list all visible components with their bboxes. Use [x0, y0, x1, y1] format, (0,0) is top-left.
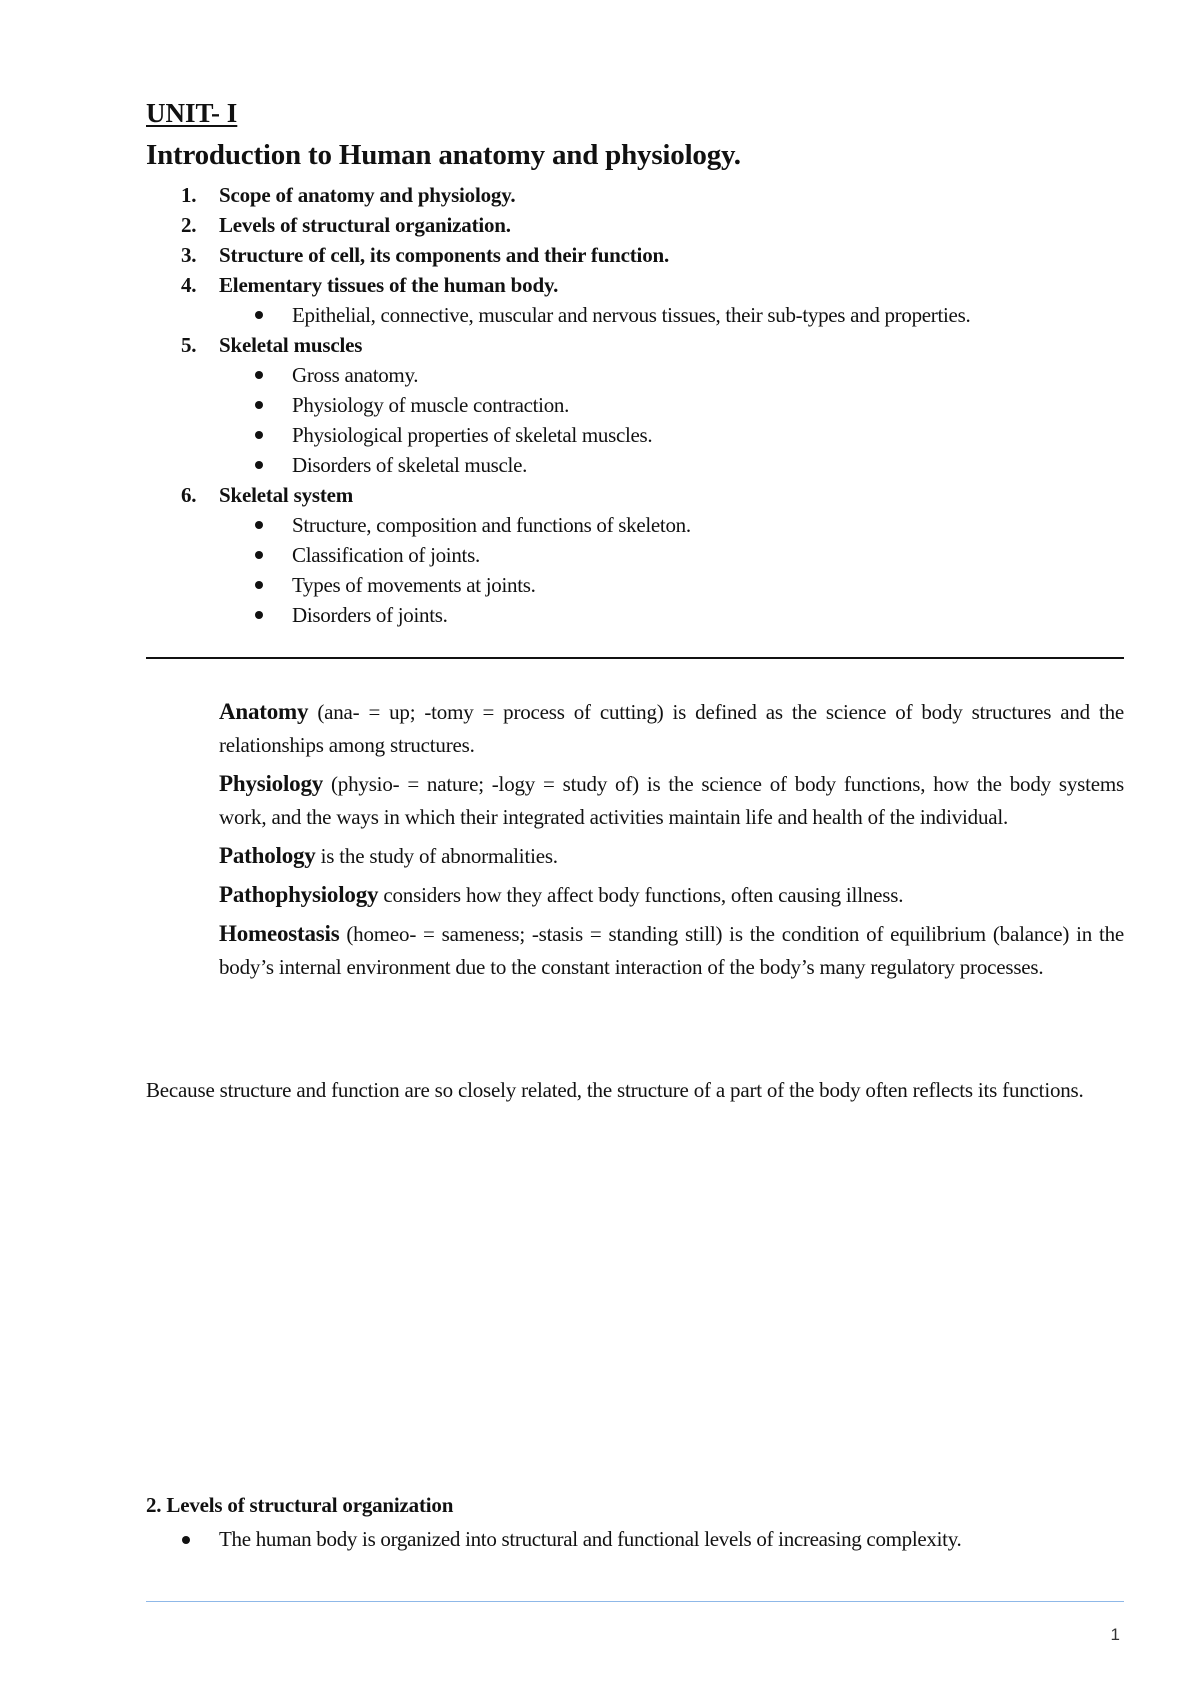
section-list	[146, 1523, 1126, 1556]
definition-term: Pathology	[219, 843, 316, 868]
bullet-icon	[255, 401, 263, 409]
outline-item	[146, 330, 1126, 360]
subitem-label: Gross anatomy.	[292, 363, 419, 387]
subitem-label: Epithelial, connective, muscular and nervous tissues, their sub-types and properties.	[292, 303, 971, 327]
outline-label: Levels of structural organization.	[219, 213, 511, 237]
definitions	[219, 695, 1124, 989]
outline-subitem	[146, 540, 1126, 570]
definition-text: (ana- = up; -tomy = process of cutting) is defined as the science of body structures and the relationships among structures.	[219, 700, 1124, 757]
outline-subitem	[146, 510, 1126, 540]
definition-text: is the study of abnormalities.	[315, 844, 558, 868]
list-item	[146, 1523, 1126, 1556]
list-item-text: The human body is organized into structural and functional levels of increasing complexity.	[219, 1527, 962, 1551]
footer-divider	[146, 1601, 1124, 1602]
subitem-label: Classification of joints.	[292, 543, 480, 567]
section-heading: 2. Levels of structural organization	[146, 1493, 454, 1517]
definition-text: (physio- = nature; -logy = study of) is the science of body functions, how the body systems work, and the ways in which their integrated activities maintain life and health of the individual.	[219, 772, 1124, 829]
outline-item	[146, 270, 1126, 300]
bullet-icon	[255, 371, 263, 379]
bullet-icon	[255, 431, 263, 439]
outline-number: 6.	[181, 483, 197, 507]
definition-pathophysiology	[219, 878, 1124, 912]
main-title: Introduction to Human anatomy and physiology.	[146, 139, 741, 171]
section-divider	[146, 657, 1124, 659]
bullet-icon	[255, 581, 263, 589]
unit-title: UNIT- I	[146, 98, 238, 128]
outline-subitem	[146, 570, 1126, 600]
subitem-label: Structure, composition and functions of skeleton.	[292, 513, 691, 537]
definition-text: (homeo- = sameness; -stasis = standing still) is the condition of equilibrium (balance) in the body’s internal environment due to the constant interaction of the body’s many regulatory processes.	[219, 922, 1124, 979]
outline-item	[146, 240, 1126, 270]
outline-subitem	[146, 420, 1126, 450]
outline-label: Skeletal muscles	[219, 333, 363, 357]
bullet-icon	[255, 311, 263, 319]
subitem-label: Disorders of skeletal muscle.	[292, 453, 528, 477]
outline-item	[146, 180, 1126, 210]
outline-number: 1.	[181, 183, 197, 207]
definition-physiology	[219, 767, 1124, 834]
outline-item	[146, 480, 1126, 510]
bullet-icon	[182, 1536, 190, 1544]
outline-number: 4.	[181, 273, 197, 297]
definition-term: Homeostasis	[219, 921, 340, 946]
subitem-label: Disorders of joints.	[292, 603, 448, 627]
outline-subitem	[146, 600, 1126, 630]
subitem-label: Types of movements at joints.	[292, 573, 536, 597]
outline-label: Elementary tissues of the human body.	[219, 273, 559, 297]
outline-subitem	[146, 300, 1126, 330]
bullet-icon	[255, 551, 263, 559]
outline-label: Scope of anatomy and physiology.	[219, 183, 516, 207]
body-paragraph: Because structure and function are so closely related, the structure of a part of the body often reflects its functions.	[146, 1078, 1084, 1102]
page-number: 1	[1110, 1625, 1120, 1644]
outline-subitem	[146, 360, 1126, 390]
outline-subitem	[146, 390, 1126, 420]
outline-subitem	[146, 450, 1126, 480]
topic-outline	[146, 180, 1126, 630]
outline-number: 3.	[181, 243, 197, 267]
definition-anatomy	[219, 695, 1124, 762]
subitem-label: Physiological properties of skeletal muscles.	[292, 423, 653, 447]
definition-pathology	[219, 839, 1124, 873]
outline-number: 5.	[181, 333, 197, 357]
outline-label: Skeletal system	[219, 483, 354, 507]
definition-term: Pathophysiology	[219, 882, 379, 907]
outline-number: 2.	[181, 213, 197, 237]
definition-homeostasis	[219, 917, 1124, 984]
bullet-icon	[255, 461, 263, 469]
bullet-icon	[255, 521, 263, 529]
outline-item	[146, 210, 1126, 240]
definition-text: considers how they affect body functions, often causing illness.	[378, 883, 904, 907]
definition-term: Anatomy	[219, 699, 309, 724]
bullet-icon	[255, 611, 263, 619]
subitem-label: Physiology of muscle contraction.	[292, 393, 570, 417]
definition-term: Physiology	[219, 771, 324, 796]
outline-label: Structure of cell, its components and their function.	[219, 243, 670, 267]
